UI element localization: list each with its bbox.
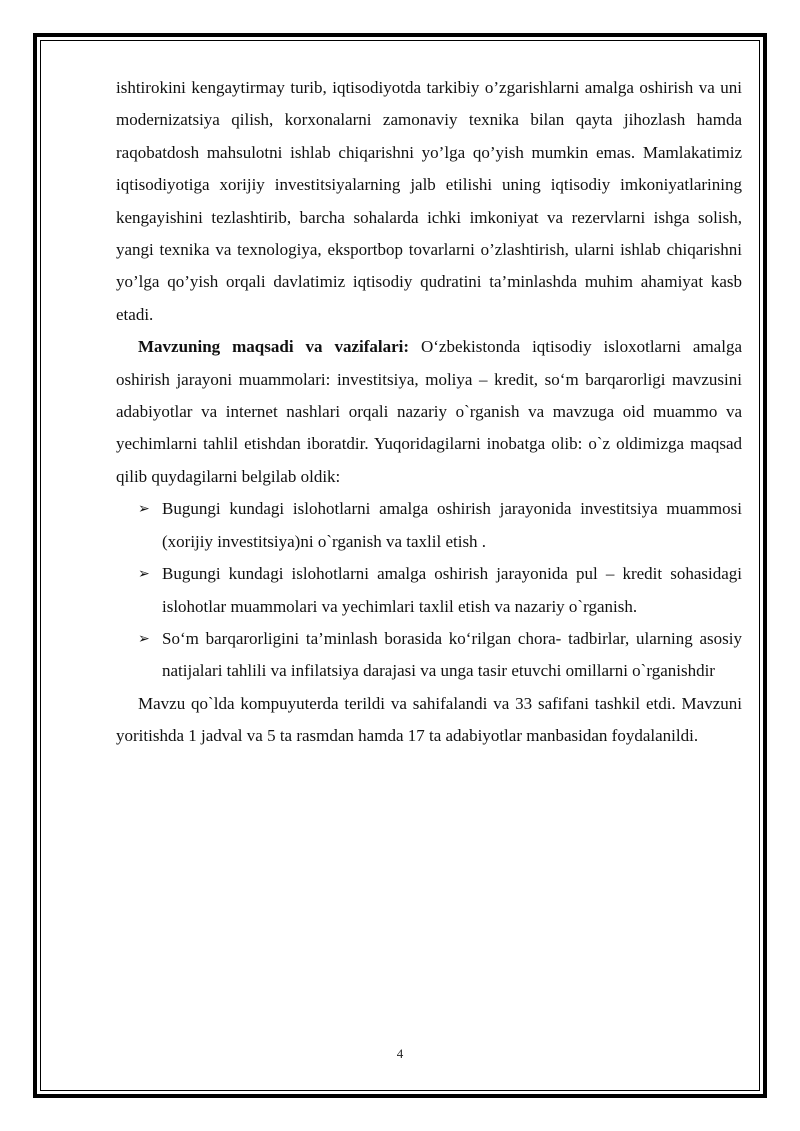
arrow-right-icon: ➢ xyxy=(138,630,150,647)
closing-paragraph: Mavzu qo`lda kompuyuterda terildi va sahifalandi va 33 safifani tashkil etdi. Mavzuni yoritishda 1 jadval va 5 ta rasmdan hamda 17 ta adabiyotlar manbasidan foydalanildi. xyxy=(116,693,742,746)
page-number: 4 xyxy=(396,1046,404,1061)
list-item xyxy=(116,558,742,623)
list-item xyxy=(116,623,742,688)
goals-text: O‘zbekistonda iqtisodiy isloxotlarni amalga oshirish jarayoni muammolari: investitsiya, moliya – kredit, so‘m barqarorligi mavzusini adabiyotlar va internet nashlari orqali nazariy o`rganish va mavzuga oid muammo va yechimlarni tahlil etishdan iboratdir. Yuqoridagilarni inobatga olib: o`z oldimizga maqsad qilib quydagilarni belgilab oldik: xyxy=(116,337,742,486)
goals-paragraph xyxy=(116,331,742,493)
list-item xyxy=(116,493,742,558)
list-item-text: Bugungi kundagi islohotlarni amalga oshirish jarayonida pul – kredit sohasidagi islohotlar muammolari va yechimlari taxlil etish va nazariy o`rganish. xyxy=(162,564,742,616)
goals-heading: Mavzuning maqsadi va vazifalari: xyxy=(138,337,410,357)
list-item-text: So‘m barqarorligini ta’minlash borasida ko‘rilgan chora- tadbirlar, ularning asosiy natijalari tahlili va infilatsiya darajasi va unga tasir etuvchi omillarni o`rganishdir xyxy=(162,628,742,681)
arrow-right-icon: ➢ xyxy=(138,501,150,518)
intro-paragraph: ishtirokini kengaytirmay turib, iqtisodiyotda tarkibiy o’zgarishlarni amalga oshirish va uni modernizatsiya qilish, korxonalarni zamonaviy texnika bilan qayta jihozlash hamda raqobatdosh mahsulotni ishlab chiqarishni yo’lga qo’yish mumkin emas. Mamlakatimiz iqtisodiyotiga xorijiy investitsiyalarning jalb etilishi uning iqtisodiy imkoniyatlarining kengayishini tezlashtirib, barcha sohalarda ichki imkoniyat va rezervlarni ishga solish, yangi texnika va texnologiya, eksportbop tovarlarni o’zlashtirish, ularni ishlab chiqarishni yo’lga qo’yish orqali davlatimiz iqtisodiy qudratini ta’minlashda muhim ahamiyat kasb etadi. xyxy=(116,78,742,324)
arrow-right-icon: ➢ xyxy=(138,566,150,583)
document-body xyxy=(116,72,742,753)
goals-list xyxy=(116,493,742,687)
list-item-text: Bugungi kundagi islohotlarni amalga oshirish jarayonida investitsiya muammosi (xorijiy investitsiya)ni o`rganish va taxlil etish . xyxy=(162,499,742,551)
